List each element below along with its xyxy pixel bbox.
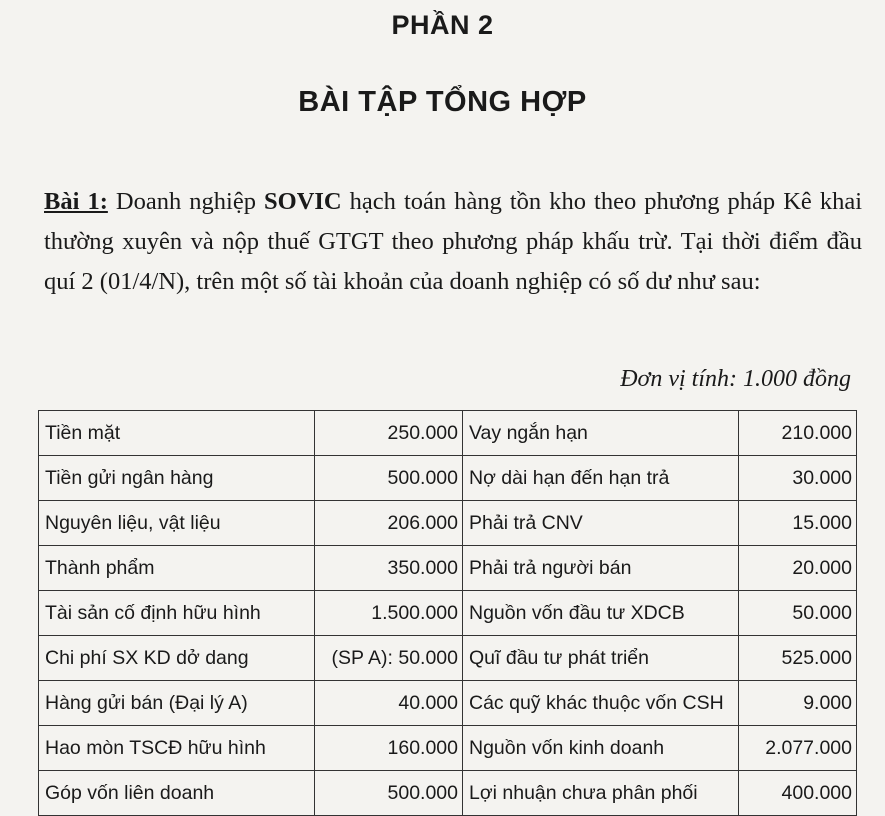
right-account-value: 400.000 — [739, 771, 857, 816]
left-account-value: 206.000 — [315, 501, 463, 546]
exercise-paragraph — [44, 182, 862, 302]
left-account-name: Tài sản cố định hữu hình — [39, 591, 315, 636]
right-account-name: Lợi nhuận chưa phân phối — [463, 771, 739, 816]
right-account-value: 9.000 — [739, 681, 857, 726]
right-account-name: Nguồn vốn kinh doanh — [463, 726, 739, 771]
table-row — [39, 591, 857, 636]
left-account-name: Hàng gửi bán (Đại lý A) — [39, 681, 315, 726]
left-account-name: Tiền mặt — [39, 411, 315, 456]
left-account-name: Góp vốn liên doanh — [39, 771, 315, 816]
table-row — [39, 411, 857, 456]
table-row — [39, 681, 857, 726]
left-account-value: 40.000 — [315, 681, 463, 726]
right-account-name: Nợ dài hạn đến hạn trả — [463, 456, 739, 501]
left-account-name: Tiền gửi ngân hàng — [39, 456, 315, 501]
table-row — [39, 771, 857, 816]
company-name: SOVIC — [264, 188, 342, 215]
left-account-name: Thành phẩm — [39, 546, 315, 591]
left-account-name: Nguyên liệu, vật liệu — [39, 501, 315, 546]
table-row — [39, 726, 857, 771]
right-account-value: 50.000 — [739, 591, 857, 636]
left-account-value: 1.500.000 — [315, 591, 463, 636]
left-account-name: Hao mòn TSCĐ hữu hình — [39, 726, 315, 771]
right-account-name: Các quỹ khác thuộc vốn CSH — [463, 681, 739, 726]
right-account-name: Phải trả CNV — [463, 501, 739, 546]
right-account-value: 20.000 — [739, 546, 857, 591]
right-account-value: 15.000 — [739, 501, 857, 546]
left-account-value: 500.000 — [315, 456, 463, 501]
left-account-value: (SP A): 50.000 — [315, 636, 463, 681]
right-account-value: 30.000 — [739, 456, 857, 501]
right-account-value: 2.077.000 — [739, 726, 857, 771]
left-account-value: 250.000 — [315, 411, 463, 456]
unit-note: Đơn vị tính: 1.000 đồng — [620, 366, 851, 392]
right-account-name: Phải trả người bán — [463, 546, 739, 591]
right-account-name: Nguồn vốn đầu tư XDCB — [463, 591, 739, 636]
section-title: BÀI TẬP TỔNG HỢP — [298, 86, 587, 118]
right-account-value: 525.000 — [739, 636, 857, 681]
table-row — [39, 546, 857, 591]
exercise-label: Bài 1: — [44, 188, 108, 215]
exercise-text-after: hạch toán hàng tồn kho theo phương pháp Kê khai thường xuyên và nộp thuế GTGT theo phương pháp khấu trừ. Tại thời điểm đầu quí 2 (01/4/N), trên một số tài khoản của doanh nghiệp có số dư như sau: — [44, 188, 863, 295]
account-balances-table — [38, 410, 857, 816]
table-row — [39, 456, 857, 501]
right-account-name: Vay ngắn hạn — [463, 411, 739, 456]
right-account-name: Quĩ đầu tư phát triển — [463, 636, 739, 681]
left-account-name: Chi phí SX KD dở dang — [39, 636, 315, 681]
exercise-text-before: Doanh nghiệp — [107, 188, 265, 215]
left-account-value: 350.000 — [315, 546, 463, 591]
table-row — [39, 636, 857, 681]
right-account-value: 210.000 — [739, 411, 857, 456]
part-title: PHẦN 2 — [391, 10, 494, 40]
table-row — [39, 501, 857, 546]
left-account-value: 160.000 — [315, 726, 463, 771]
left-account-value: 500.000 — [315, 771, 463, 816]
